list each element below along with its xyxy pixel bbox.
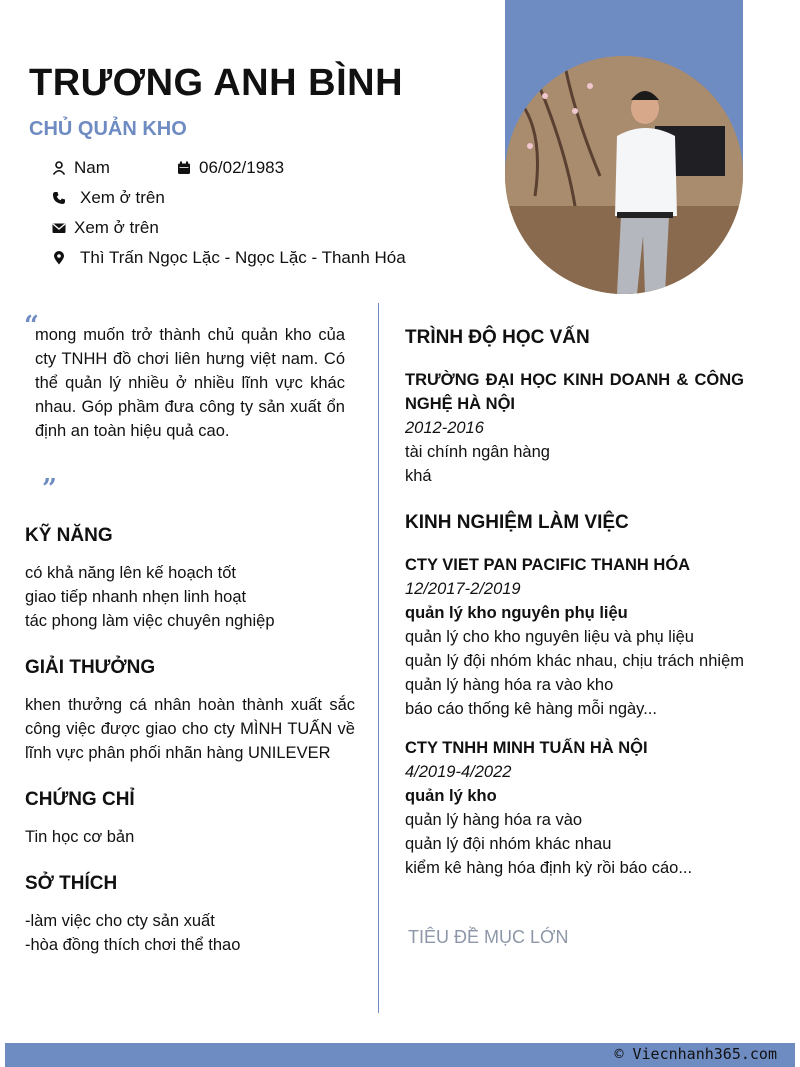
envelope-icon: [52, 221, 66, 235]
certificate-item: Tin học cơ bản: [25, 828, 135, 846]
person-icon: [52, 161, 66, 175]
dob-value: 06/02/1983: [199, 158, 285, 177]
email-row: [52, 218, 159, 238]
profile-photo: [505, 56, 743, 294]
hobby-item: -làm việc cho cty sản xuất: [25, 912, 215, 930]
job-duty: quản lý cho kho nguyên liệu và phụ liệu: [405, 628, 694, 646]
gender-row: [52, 158, 110, 178]
hobbies-title: SỞ THÍCH: [25, 873, 118, 894]
job-duty: kiểm kê hàng hóa định kỳ rồi báo cáo...: [405, 859, 693, 877]
column-divider: [378, 303, 379, 1013]
education-period: 2012-2016: [405, 419, 484, 437]
job-position: quản lý kho: [405, 787, 497, 805]
education-school: TRƯỜNG ĐẠI HỌC KINH DOANH & CÔNG NGHỆ HÀ NỘI: [405, 371, 744, 413]
job-duty: báo cáo thống kê hàng mỗi ngày...: [405, 700, 657, 718]
awards-text: khen thưởng cá nhân hoàn thành xuất sắc công việc được giao cho cty MÌNH TUẤN về lĩnh vực phân phối nhãn hàng UNILEVER: [25, 696, 355, 762]
address-row: [52, 248, 406, 268]
skills-list: [25, 561, 275, 633]
experience-title: KINH NGHIỆM LÀM VIỆC: [405, 512, 629, 533]
email-value: Xem ở trên: [74, 218, 159, 237]
skill-item: giao tiếp nhanh nhẹn linh hoạt: [25, 588, 247, 606]
dob-row: [177, 158, 284, 178]
job-company: CTY TNHH MINH TUẤN HÀ NỘI: [405, 739, 648, 757]
address-value: Thì Trấn Ngọc Lặc - Ngọc Lặc - Thanh Hóa: [80, 248, 406, 267]
skill-item: tác phong làm việc chuyên nghiệp: [25, 612, 275, 630]
job-company: CTY VIET PAN PACIFIC THANH HÓA: [405, 556, 691, 574]
job-period: 4/2019-4/2022: [405, 763, 512, 781]
job-period: 12/2017-2/2019: [405, 580, 521, 598]
calendar-icon: [177, 161, 191, 175]
candidate-name: TRƯƠNG ANH BÌNH: [29, 62, 404, 104]
open-quote-icon: “: [24, 311, 39, 341]
certificates-list: [25, 825, 134, 849]
job-duty: quản lý hàng hóa ra vào: [405, 811, 583, 829]
section-title-placeholder: TIÊU ĐỀ MỤC LỚN: [408, 927, 569, 947]
job-duty: quản lý đội nhóm khác nhau: [405, 835, 612, 853]
footer-bar: [5, 1043, 795, 1067]
skills-title: KỸ NĂNG: [25, 525, 113, 546]
education-title: TRÌNH ĐỘ HỌC VẤN: [405, 327, 590, 348]
education-major: tài chính ngân hàng: [405, 443, 550, 461]
phone-icon: [52, 191, 66, 205]
gender-value: Nam: [74, 158, 110, 177]
candidate-role: CHỦ QUẢN KHO: [29, 118, 187, 140]
close-quote-icon: ”: [42, 474, 57, 504]
education-grade: khá: [405, 467, 432, 485]
job-position: quản lý kho nguyên phụ liệu: [405, 604, 628, 622]
career-objective: mong muốn trở thành chủ quản kho của cty TNHH đồ chơi liên hưng việt nam. Có thể quản lý nhiều ở nhiều lĩnh vực khác nhau. Góp phầm đưa công ty sản xuất ổn định an toàn hiệu quả cao.: [35, 326, 345, 440]
phone-value: Xem ở trên: [80, 188, 165, 207]
copyright-text: © Viecnhanh365.com: [614, 1045, 777, 1063]
job-duty: quản lý đội nhóm khác nhau, chịu trách nhiệm quản lý hàng hóa ra vào kho: [405, 652, 744, 694]
hobby-item: -hòa đồng thích chơi thể thao: [25, 936, 241, 954]
certificates-title: CHỨNG CHỈ: [25, 789, 135, 810]
location-pin-icon: [52, 251, 66, 265]
hobbies-list: [25, 909, 240, 957]
skill-item: có khả năng lên kế hoạch tốt: [25, 564, 236, 582]
profile-photo-illustration: [505, 56, 743, 294]
awards-title: GIẢI THƯỞNG: [25, 657, 156, 678]
phone-row: [52, 188, 165, 208]
